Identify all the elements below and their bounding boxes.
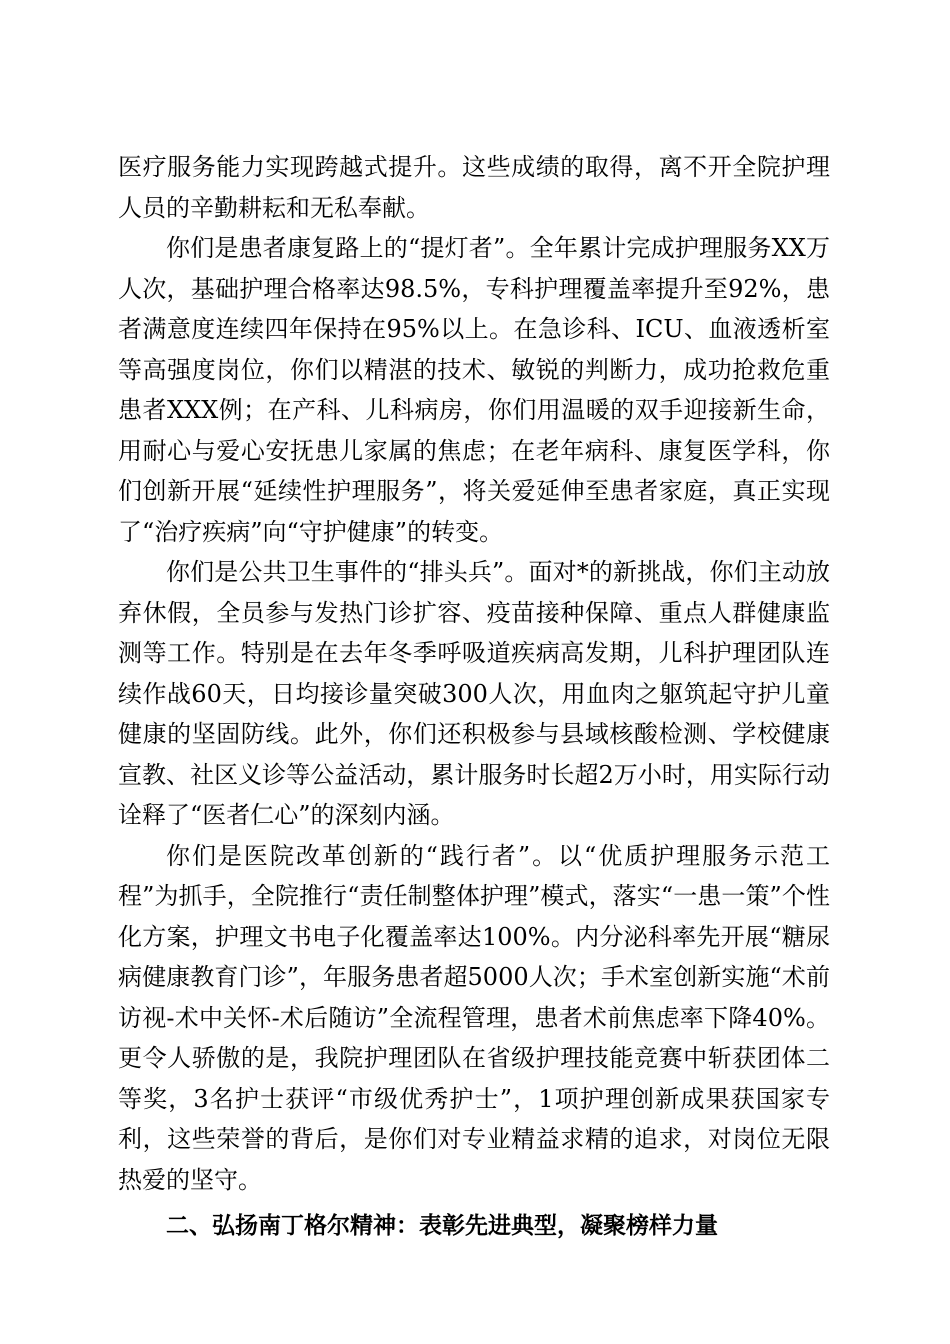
paragraph-public-health: 你们是公共卫生事件的“排头兵”。面对*的新挑战，你们主动放弃休假，全员参与发热门诊扩容、疫苗接种保障、重点人群健康监测等工作。特别是在去年冬季呼吸道疾病高发期，儿科护理团队连续作战60天，日均接诊量突破300人次，用血肉之躯筑起守护儿童健康的坚固防线。此外，你们还积极参与县域核酸检测、学校健康宣教、社区义诊等公益活动，累计服务时长超2万小时，用实际行动诠释了“医者仁心”的深刻内涵。: [118, 558, 830, 829]
paragraph-continuation: 医疗服务能力实现跨越式提升。这些成绩的取得，离不开全院护理人员的辛勤耕耘和无私奉献。: [118, 153, 830, 222]
section-heading: 二、弘扬南丁格尔精神：表彰先进典型，凝聚榜样力量: [166, 1213, 718, 1239]
document-page: [118, 147, 830, 1246]
paragraph-reform-innovation: 你们是医院改革创新的“践行者”。以“优质护理服务示范工程”为抓手，全院推行“责任制整体护理”模式，落实“一患一策”个性化方案，护理文书电子化覆盖率达100%。内分泌科率先开展“糖尿病健康教育门诊”，年服务患者超5000人次；手术室创新实施“术前访视-术中关怀-术后随访”全流程管理，患者术前焦虑率下降40%。更令人骄傲的是，我院护理团队在省级护理技能竞赛中斩获团体二等奖，3名护士获评“市级优秀护士”，1项护理创新成果获国家专利，这些荣誉的背后，是你们对专业精益求精的追求，对岗位无限热爱的坚守。: [118, 841, 830, 1194]
paragraph-lamp-bearers: 你们是患者康复路上的“提灯者”。全年累计完成护理服务XX万人次，基础护理合格率达98.5%，专科护理覆盖率提升至92%，患者满意度连续四年保持在95%以上。在急诊科、ICU、血液透析室等高强度岗位，你们以精湛的技术、敏锐的判断力，成功抢救危重患者XXX例；在产科、儿科病房，你们用温暖的双手迎接新生命，用耐心与爱心安抚患儿家属的焦虑；在老年病科、康复医学科，你们创新开展“延续性护理服务”，将关爱延伸至患者家庭，真正实现了“治疗疾病”向“守护健康”的转变。: [118, 234, 830, 546]
